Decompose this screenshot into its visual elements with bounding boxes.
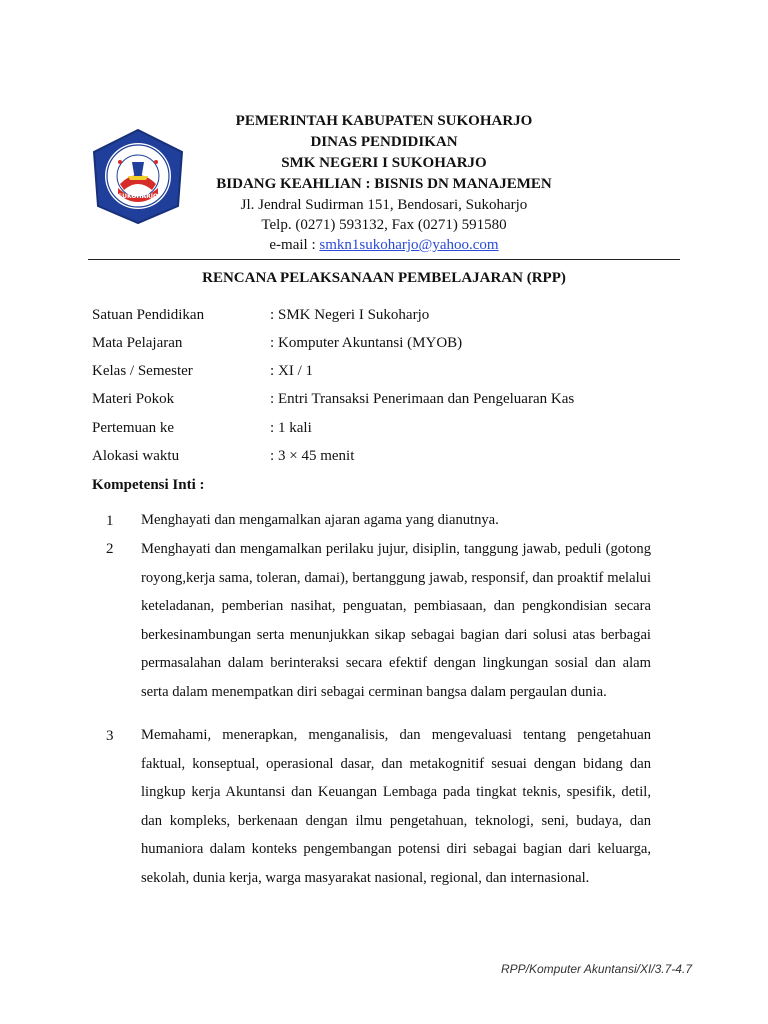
email-link[interactable]: smkn1sukoharjo@yahoo.com [319,237,499,253]
info-value: Komputer Akuntansi (MYOB) [278,335,463,351]
info-sep: : [270,420,275,436]
header-email-line [184,235,584,255]
header-line-school: SMK NEGERI I SUKOHARJO [281,155,487,171]
email-label: e-mail : [269,237,320,253]
info-value: Entri Transaksi Penerimaan dan Pengeluaran Kas [278,391,575,407]
logo-text: SUKOHARJO [117,193,159,200]
info-value: SMK Negeri I Sukoharjo [278,307,430,323]
info-label: Mata Pelajaran [92,335,183,351]
header-line-government: PEMERINTAH KABUPATEN SUKOHARJO [235,113,533,129]
info-sep: : [270,391,275,407]
info-label: Alokasi waktu [92,448,180,464]
info-sep: : [270,363,275,379]
document-title: RENCANA PELAKSANAAN PEMBELAJARAN (RPP) [202,270,566,286]
info-value: 3 × 45 menit [278,448,355,464]
kompetensi-text: Menghayati dan mengamalkan perilaku jujur, disiplin, tanggung jawab, peduli (gotong royong,kerja sama, toleran, damai), bertanggung jawab, responsif, dan proaktif melalui keteladanan, pemberian nasihat, penguatan, pembiasaan, dan pengkondisian secara berkesinambungan serta menunjukkan sikap sebagai bagian dari solusi atas berbagai permasalahan dalam berinteraksi secara efektif dengan lingkungan sosial dan alam serta dalam menempatkan diri sebagai cerminan bangsa dalam pergaulan dunia. [141,541,651,700]
info-label: Pertemuan ke [92,420,175,436]
header-phone: Telp. (0271) 593132, Fax (0271) 591580 [261,217,507,233]
letterhead [184,111,584,255]
info-sep: : [270,335,275,351]
kompetensi-number: 3 [106,728,114,744]
info-label: Satuan Pendidikan [92,307,205,323]
info-label: Materi Pokok [92,391,175,407]
kompetensi-text: Memahami, menerapkan, menganalisis, dan mengevaluasi tentang pengetahuan faktual, konseptual, operasional dasar, dan metakognitif sesuai dengan bidang dan lingkup kerja Akuntansi dan Keuangan Lembaga pada tingkat teknis, spesifik, detil, dan kompleks, berkenaan dengan ilmu pengetahuan, teknologi, seni, budaya, dan humaniora dalam konteks pengembangan potensi diri sebagai bagian dari keluarga, sekolah, dunia kerja, warga masyarakat nasional, regional, dan internasional. [141,727,651,886]
kompetensi-number: 2 [106,541,114,557]
info-sep: : [270,307,275,323]
info-label: Kelas / Semester [92,363,193,379]
kompetensi-title: Kompetensi Inti : [92,477,205,493]
header-address: Jl. Jendral Sudirman 151, Bendosari, Sukoharjo [240,197,528,213]
kompetensi-number: 1 [106,513,114,529]
info-sep: : [270,448,275,464]
info-value: 1 kali [278,420,312,436]
header-line-field: BIDANG KEAHLIAN : BISNIS DN MANAJEMEN [216,176,552,192]
header-line-department: DINAS PENDIDIKAN [310,134,458,150]
school-logo-icon [88,126,188,226]
info-value: XI / 1 [278,363,313,379]
page-footer: RPP/Komputer Akuntansi/XI/3.7-4.7 [501,962,692,976]
kompetensi-text: Menghayati dan mengamalkan ajaran agama yang dianutnya. [141,512,499,528]
header-divider [88,259,680,260]
